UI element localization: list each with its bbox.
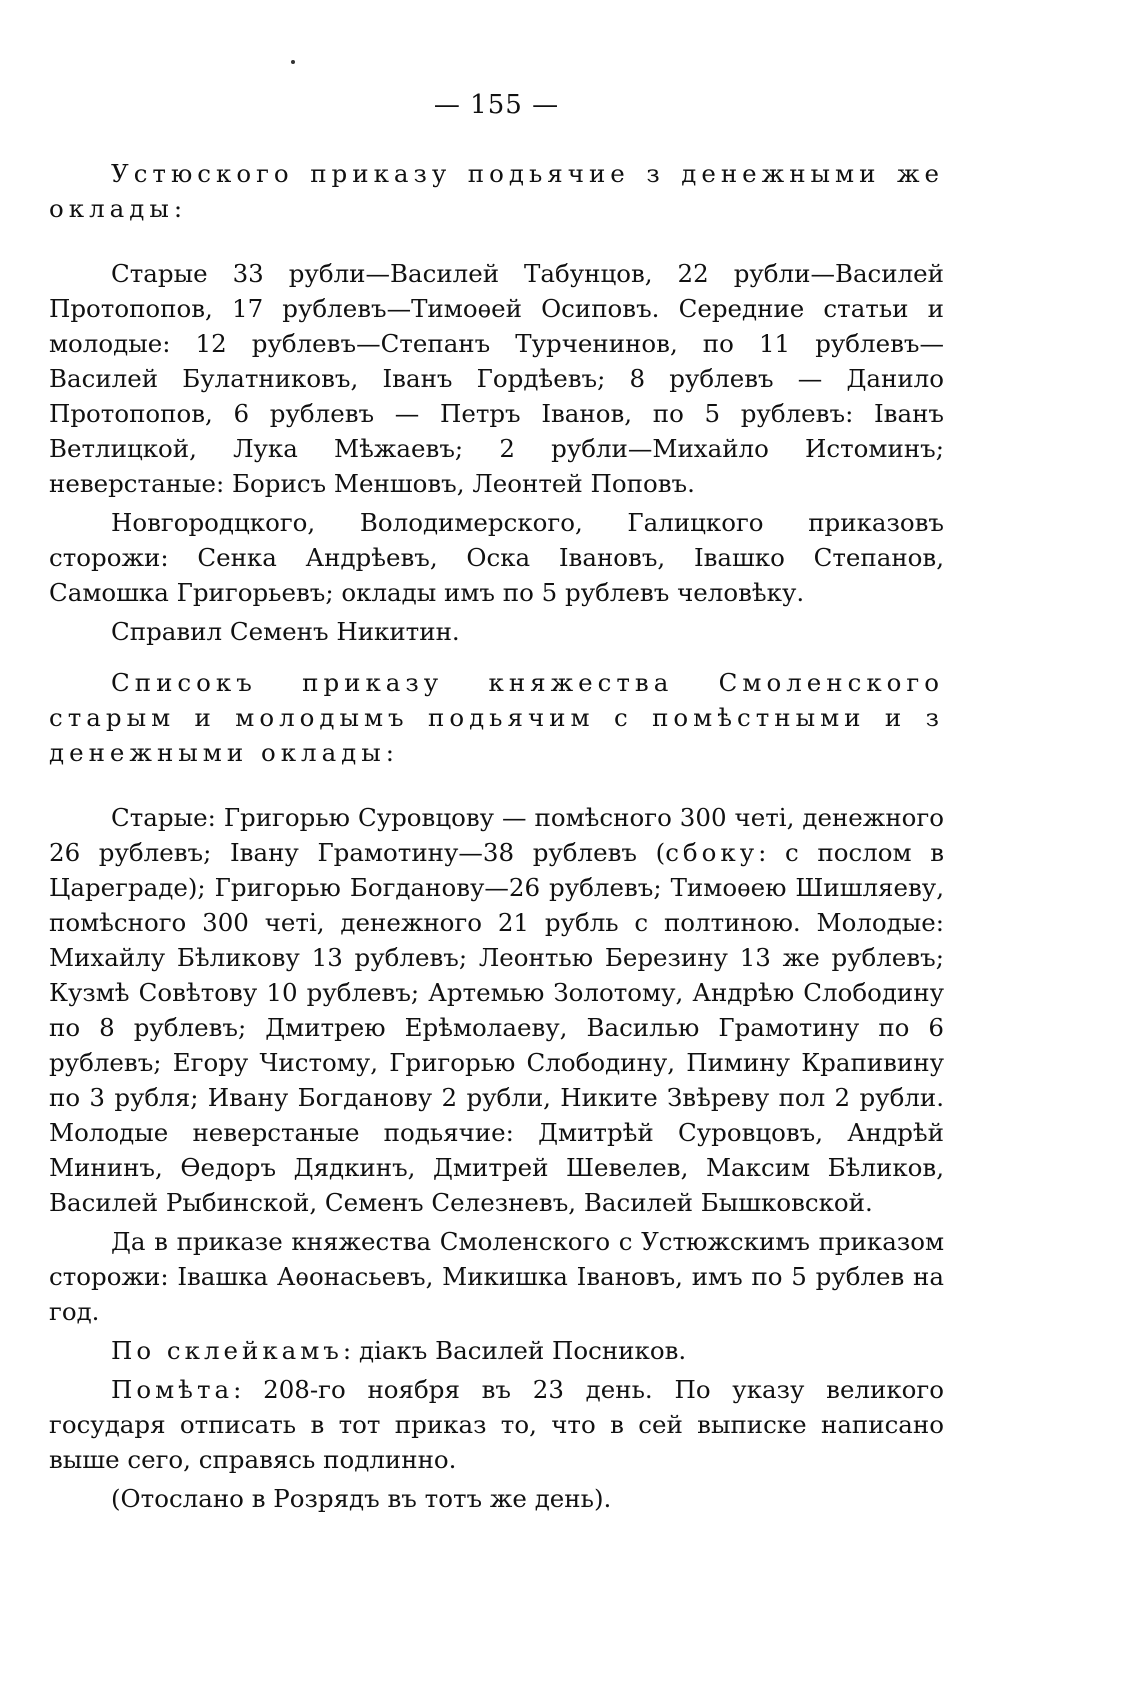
heading-text: Списокъ приказу княжества Смоленского старым и молодымъ подьячим с помѣстными и з денежными оклады: (49, 668, 944, 767)
section-heading-ustyug (49, 156, 944, 226)
spaced-word: сбоку (665, 838, 759, 867)
text-run: Старые: Григорью Суровцову — помѣсного 300 четі, денежного 26 рублевъ; Івану Грамотину—38 рублевъ ( (49, 803, 944, 867)
paragraph-guards: Новгородцкого, Володимерского, Галицкого приказовъ сторожи: Сенка Андрѣевъ, Оска Івановъ, Івашко Степанов, Самошка Григорьевъ; оклады имъ по 5 рублевъ человѣку. (49, 508, 944, 607)
paragraph-smolensk-guards: Да в приказе княжества Смоленского с Устюжскимъ приказом сторожи: Івашка Аѳонасьевъ, Микишка Івановъ, имъ по 5 рублев на год. (49, 1227, 944, 1326)
section-heading-smolensk (49, 665, 944, 770)
spaced-label: Помѣта (111, 1375, 234, 1404)
paragraph-sent: (Отослано в Розрядъ въ тотъ же день). (111, 1484, 612, 1513)
paragraph-note (49, 1372, 944, 1477)
spaced-label: По склейкамъ (111, 1336, 343, 1365)
text-run: : діакъ Василей Посников. (342, 1336, 687, 1365)
text-run: : 208-го ноября въ 23 день. По указу великого государя отписать в тот приказ то, что в сей выписке написано выше сего, справясь подлинно. (49, 1375, 944, 1474)
page-number: — 155 — (433, 90, 560, 120)
paragraph-ustyug-clerks: Старые 33 рубли—Василей Табунцов, 22 рубли—Василей Протопопов, 17 рублевъ—Тимоѳей Осиповъ. Середние статьи и молодые: 12 рублевъ—Степанъ Турченинов, по 11 рублевъ—Василей Булатниковъ, Іванъ Гордѣевъ; 8 рублевъ — Данило Протопопов, 6 рублевъ — Петръ Іванов, по 5 рублевъ: Іванъ Ветлицкой, Лука Мѣжаевъ; 2 рубли—Михайло Истоминъ; неверстаные: Борисъ Меншовъ, Леонтей Поповъ. (49, 259, 944, 498)
stray-mark (291, 60, 295, 64)
paragraph-smolensk-clerks (49, 800, 944, 1220)
text-run: : с послом в Цареграде); Григорью Богданову—26 рублевъ; Тимоѳею Шишляеву, помѣсного 300 четі, денежного 21 рубль с полтиною. Молодые: Михайлу Бѣликову 13 рублевъ; Леонтью Березину 13 же рублевъ; Кузмѣ Совѣтову 10 рублевъ; Артемью Золотому, Андрѣю Слободину по 8 рублевъ; Дмитрею Ерѣмолаеву, Василью Грамотину по 6 рублевъ; Егору Чистому, Григорью Слободину, Пимину Крапивину по 3 рубля; Ивану Богданову 2 рубли, Никите Звѣреву пол 2 рубли. Молодые неверстаные подьячие: Дмитрѣй Суровцовъ, Андрѣй Мининъ, Ѳедоръ Дядкинъ, Дмитрей Шевелев, Максим Бѣликов, Василей Рыбинской, Семенъ Селезневъ, Василей Бышковской. (49, 838, 944, 1217)
paragraph-seams (49, 1333, 944, 1368)
document-page (49, 90, 944, 1520)
heading-text: Устюского приказу подьячие з денежными же оклады: (49, 159, 944, 223)
paragraph-verified-by: Справил Семенъ Никитин. (111, 617, 460, 646)
